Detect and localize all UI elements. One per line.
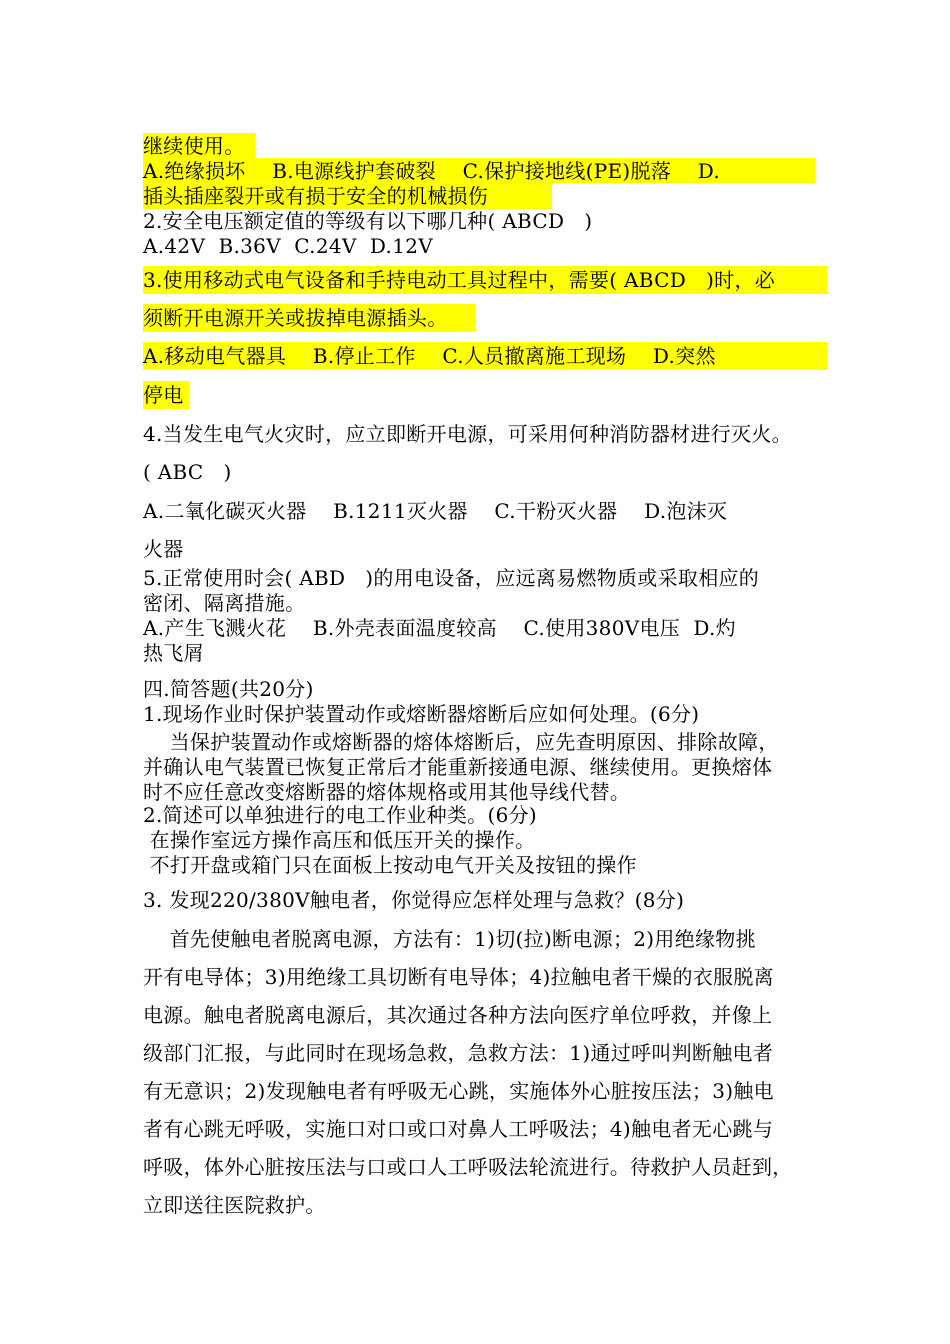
text-line: A.42V B.36V C.24V D.12V [143,234,433,258]
text-line: 不打开盘或箱门只在面板上按动电气开关及按钮的操作 [143,853,637,877]
text-line: 有无意识；2)发现触电者有呼吸无心跳，实施体外心脏按压法；3)触电 [143,1079,774,1103]
text-line: A.产生飞溅火花 B.外壳表面温度较高 C.使用380V电压 D.灼 [143,616,736,640]
text-line: 插头插座裂开或有损于安全的机械损伤 [143,184,489,208]
text-line: A.移动电气器具 B.停止工作 C.人员撤离施工现场 D.突然 [143,344,716,368]
text-line: 首先使触电者脱离电源，方法有：1)切(拉)断电源；2)用绝缘物挑 [143,927,756,951]
text-line: 热飞屑 [143,641,204,665]
text-line: 停电 [143,383,184,407]
text-line: ( ABC ) [143,460,232,484]
section-heading: 四.简答题(共20分) [143,677,314,701]
text-line: 2.安全电压额定值的等级有以下哪几种( ABCD ) [143,209,593,233]
question-title: 2.简述可以单独进行的电工作业种类。(6分) [143,803,538,827]
text-line: 5.正常使用时会( ABD )的用电设备，应远离易燃物质或采取相应的 [143,566,760,590]
text-line: 须断开电源开关或拔掉电源插头。 [143,306,448,330]
text-line: A.二氧化碳灭火器 B.1211灭火器 C.干粉灭火器 D.泡沫灭 [143,499,728,523]
text-line: 呼吸，体外心脏按压法与口或口人工呼吸法轮流进行。待救护人员赶到， [143,1155,793,1179]
text-line: A.绝缘损坏 B.电源线护套破裂 C.保护接地线(PE)脱落 D. [143,159,721,183]
text-line: 继续使用。 [143,134,245,158]
question-title: 1.现场作业时保护装置动作或熔断器熔断后应如何处理。(6分) [143,702,700,726]
text-line: 者有心跳无呼吸，实施口对口或口对鼻人工呼吸法；4)触电者无心跳与 [143,1117,774,1141]
text-line: 3.使用移动式电气设备和手持电动工具过程中，需要( ABCD )时，必 [143,268,776,292]
text-line: 立即送往医院救护。 [143,1193,326,1217]
text-line: 电源。触电者脱离电源后，其次通过各种方法向医疗单位呼救，并像上 [143,1003,773,1027]
text-line: 密闭、隔离措施。 [143,591,306,615]
question-title: 3. 发现220/380V触电者，你觉得应怎样处理与急救？(8分) [143,888,685,912]
text-line: 开有电导体；3)用绝缘工具切断有电导体；4)拉触电者干燥的衣服脱离 [143,965,774,989]
text-line: 并确认电气装置已恢复正常后才能重新接通电源、继续使用。更换熔体 [143,755,773,779]
text-line: 当保护装置动作或熔断器的熔体熔断后，应先查明原因、排除故障， [143,730,779,754]
text-line: 时不应任意改变熔断器的熔体规格或用其他导线代替。 [143,780,631,804]
text-line: 火器 [143,537,184,561]
text-line: 4.当发生电气火灾时，应立即断开电源，可采用何种消防器材进行灭火。 [143,422,792,446]
text-line: 在操作室远方操作高压和低压开关的操作。 [143,828,536,852]
text-line: 级部门汇报，与此同时在现场急救，急救方法：1)通过呼叫判断触电者 [143,1041,774,1065]
